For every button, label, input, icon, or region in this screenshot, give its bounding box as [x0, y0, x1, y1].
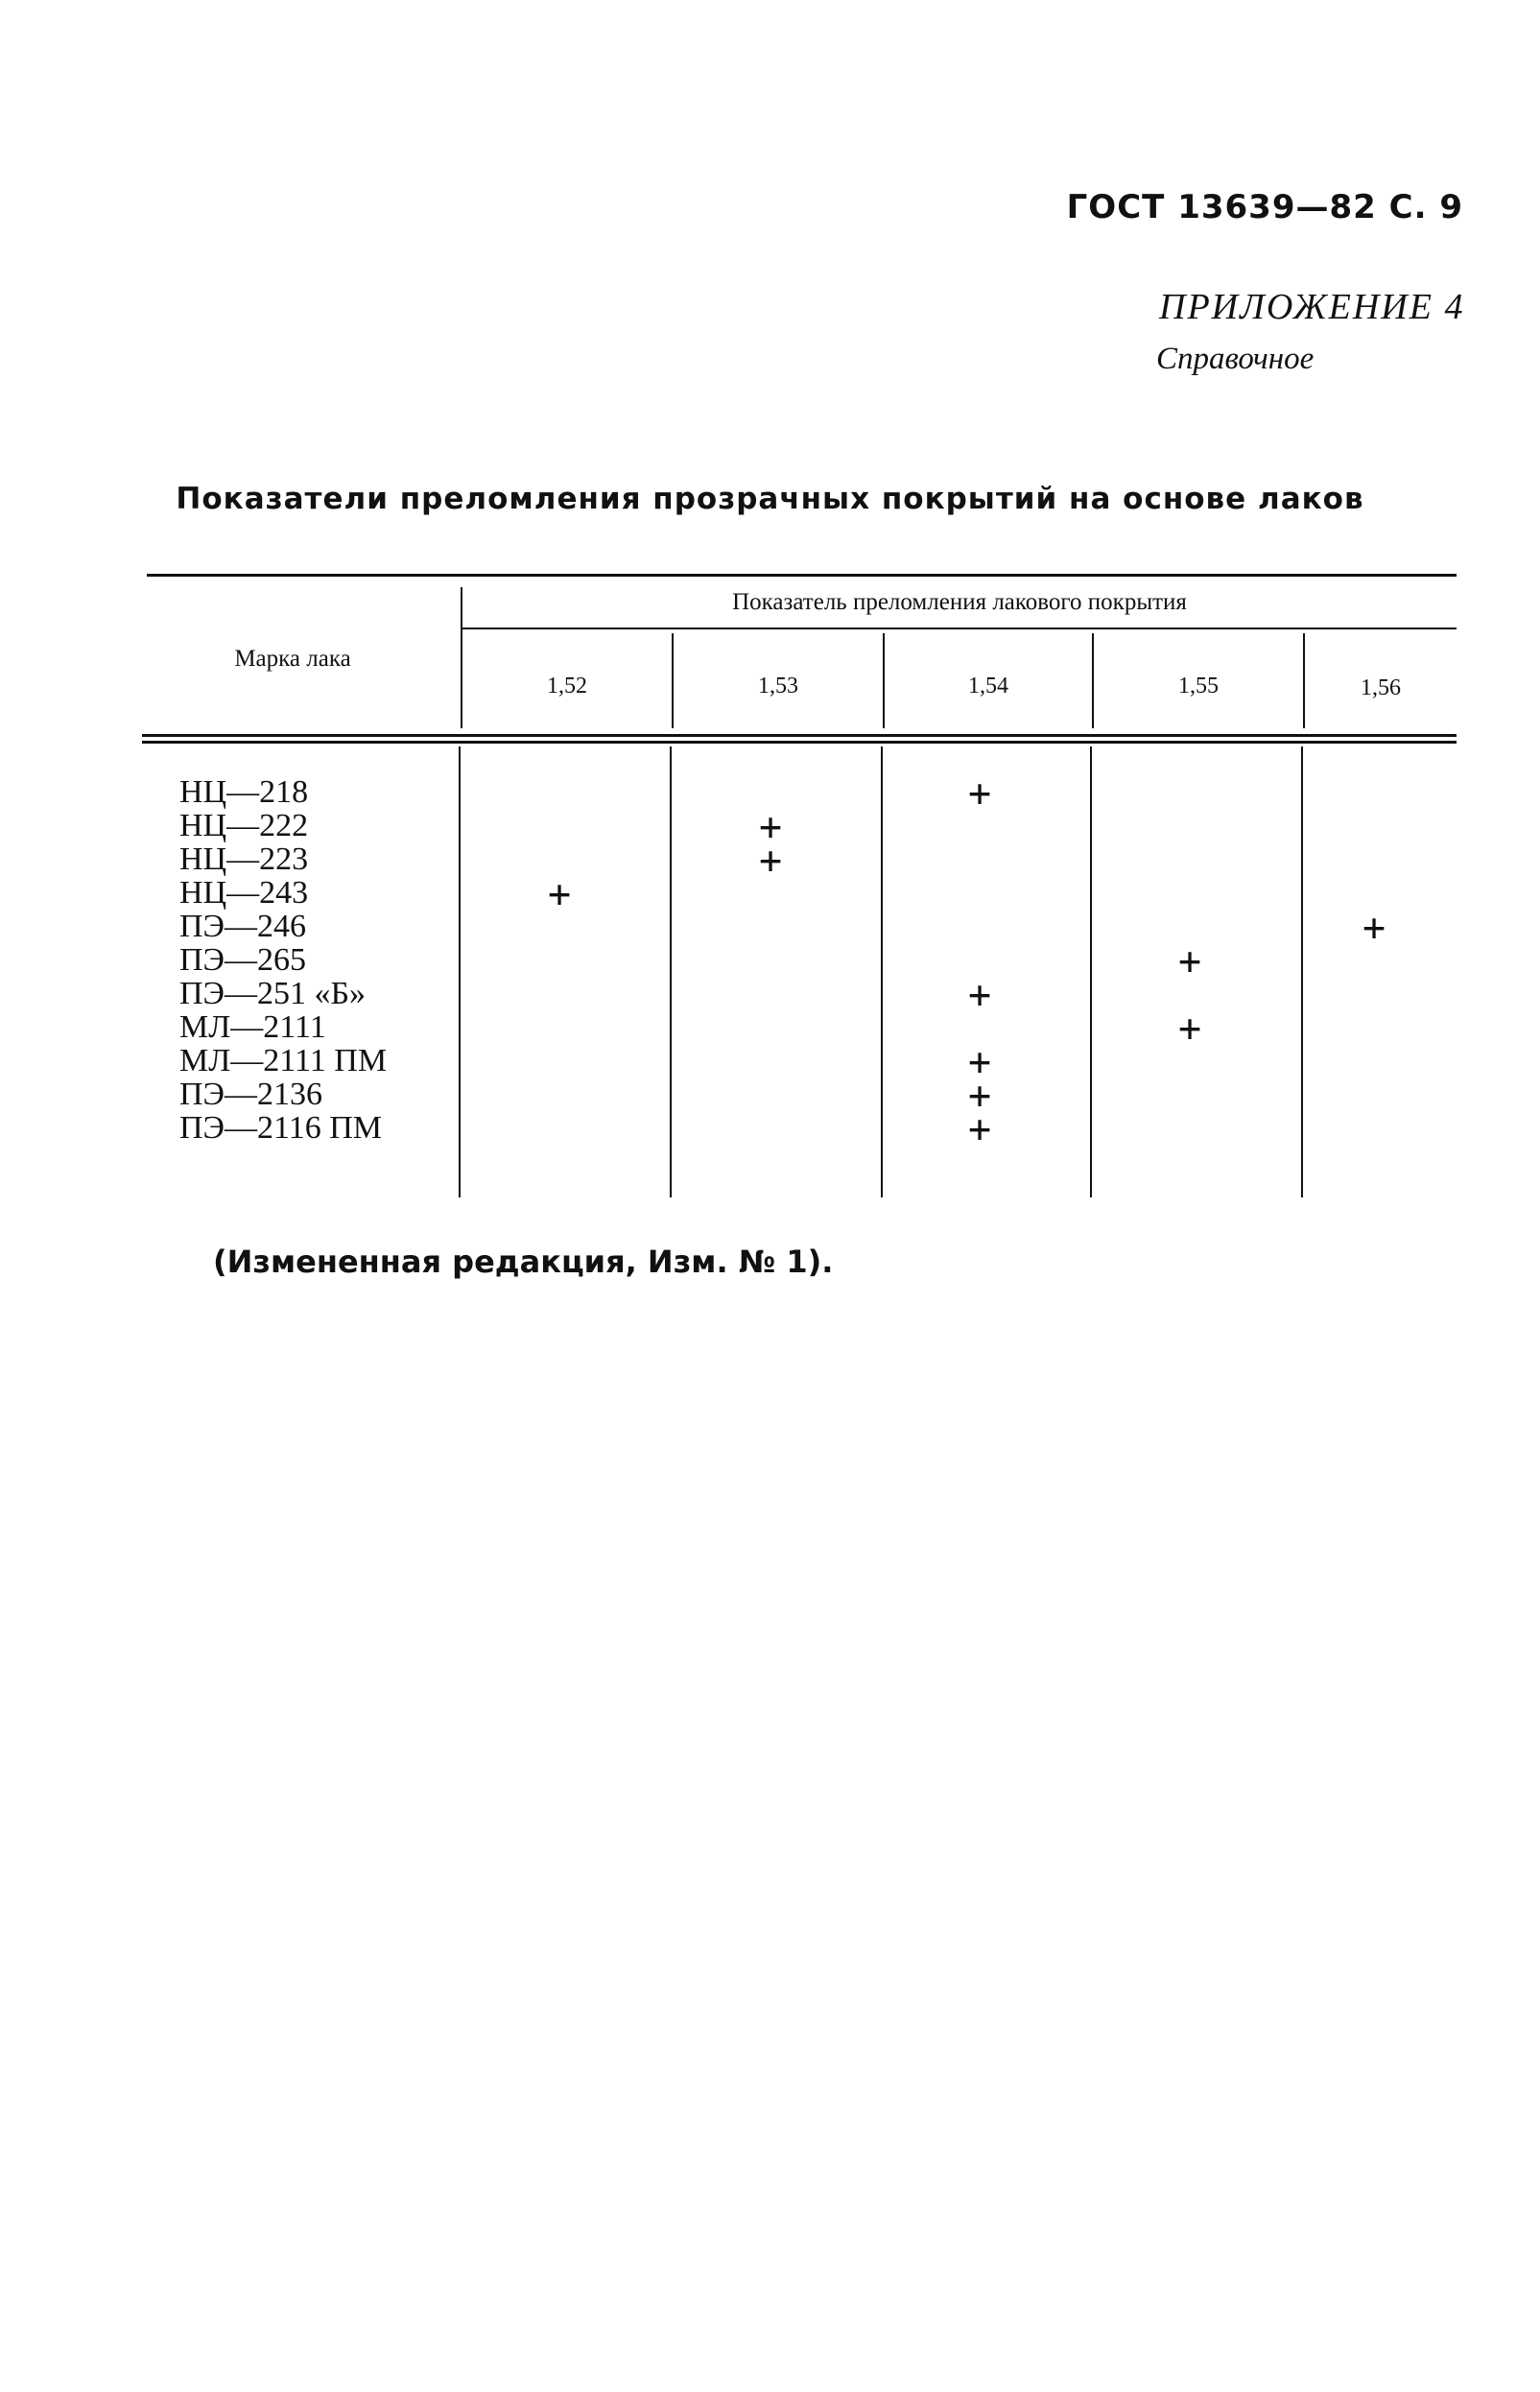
row-label: ПЭ—2116 ПМ [179, 1110, 383, 1146]
row-label: НЦ—218 [179, 774, 309, 810]
row-header: Марка лака [234, 646, 351, 672]
appendix-subtitle: Справочное [1156, 342, 1315, 376]
table-mark: + [758, 805, 783, 849]
col-header-3: 1,54 [968, 674, 1008, 699]
table-mark: + [967, 771, 992, 816]
header-rule-2 [142, 741, 1457, 744]
row-label: ПЭ—265 [179, 942, 306, 978]
table-title: Показатели преломления прозрачных покрытий на основе лаков [176, 482, 1364, 516]
table-vline-0-body [459, 746, 461, 1197]
group-header-rule [462, 628, 1457, 629]
table-mark: + [967, 1040, 992, 1084]
table-mark: + [1362, 906, 1386, 950]
row-label: МЛ—2111 [179, 1009, 326, 1045]
table-mark: + [1177, 1007, 1202, 1051]
header-rule-1 [142, 734, 1457, 737]
table-vline-1-body [670, 746, 672, 1197]
row-label: ПЭ—2136 [179, 1077, 322, 1112]
table-mark: + [967, 973, 992, 1017]
row-label: МЛ—2111 ПМ [179, 1043, 388, 1078]
row-label: НЦ—222 [179, 808, 309, 843]
table-top-rule [147, 574, 1457, 577]
table-vline-3-body [1090, 746, 1092, 1197]
row-label: ПЭ—251 «Б» [179, 976, 367, 1011]
table-mark: + [758, 839, 783, 883]
table-mark: + [967, 1107, 992, 1151]
col-header-4: 1,55 [1178, 674, 1219, 699]
table-vline-2-body [881, 746, 883, 1197]
col-header-2: 1,53 [758, 674, 798, 699]
row-label: ПЭ—246 [179, 909, 306, 944]
table-mark: + [1177, 939, 1202, 983]
row-label: НЦ—223 [179, 841, 309, 877]
table-mark: + [547, 872, 572, 916]
table-vline-4-body [1301, 746, 1303, 1197]
col-header-1: 1,52 [547, 674, 587, 699]
appendix-title: ПРИЛОЖЕНИЕ 4 [1159, 287, 1465, 327]
document-reference: ГОСТ 13639—82 С. 9 [1066, 188, 1463, 226]
col-header-5: 1,56 [1361, 675, 1401, 700]
group-header: Показатель преломления лакового покрытия [732, 589, 1187, 615]
footnote: (Измененная редакция, Изм. № 1). [213, 1243, 834, 1280]
row-label: НЦ—243 [179, 875, 309, 911]
table-mark: + [967, 1074, 992, 1118]
